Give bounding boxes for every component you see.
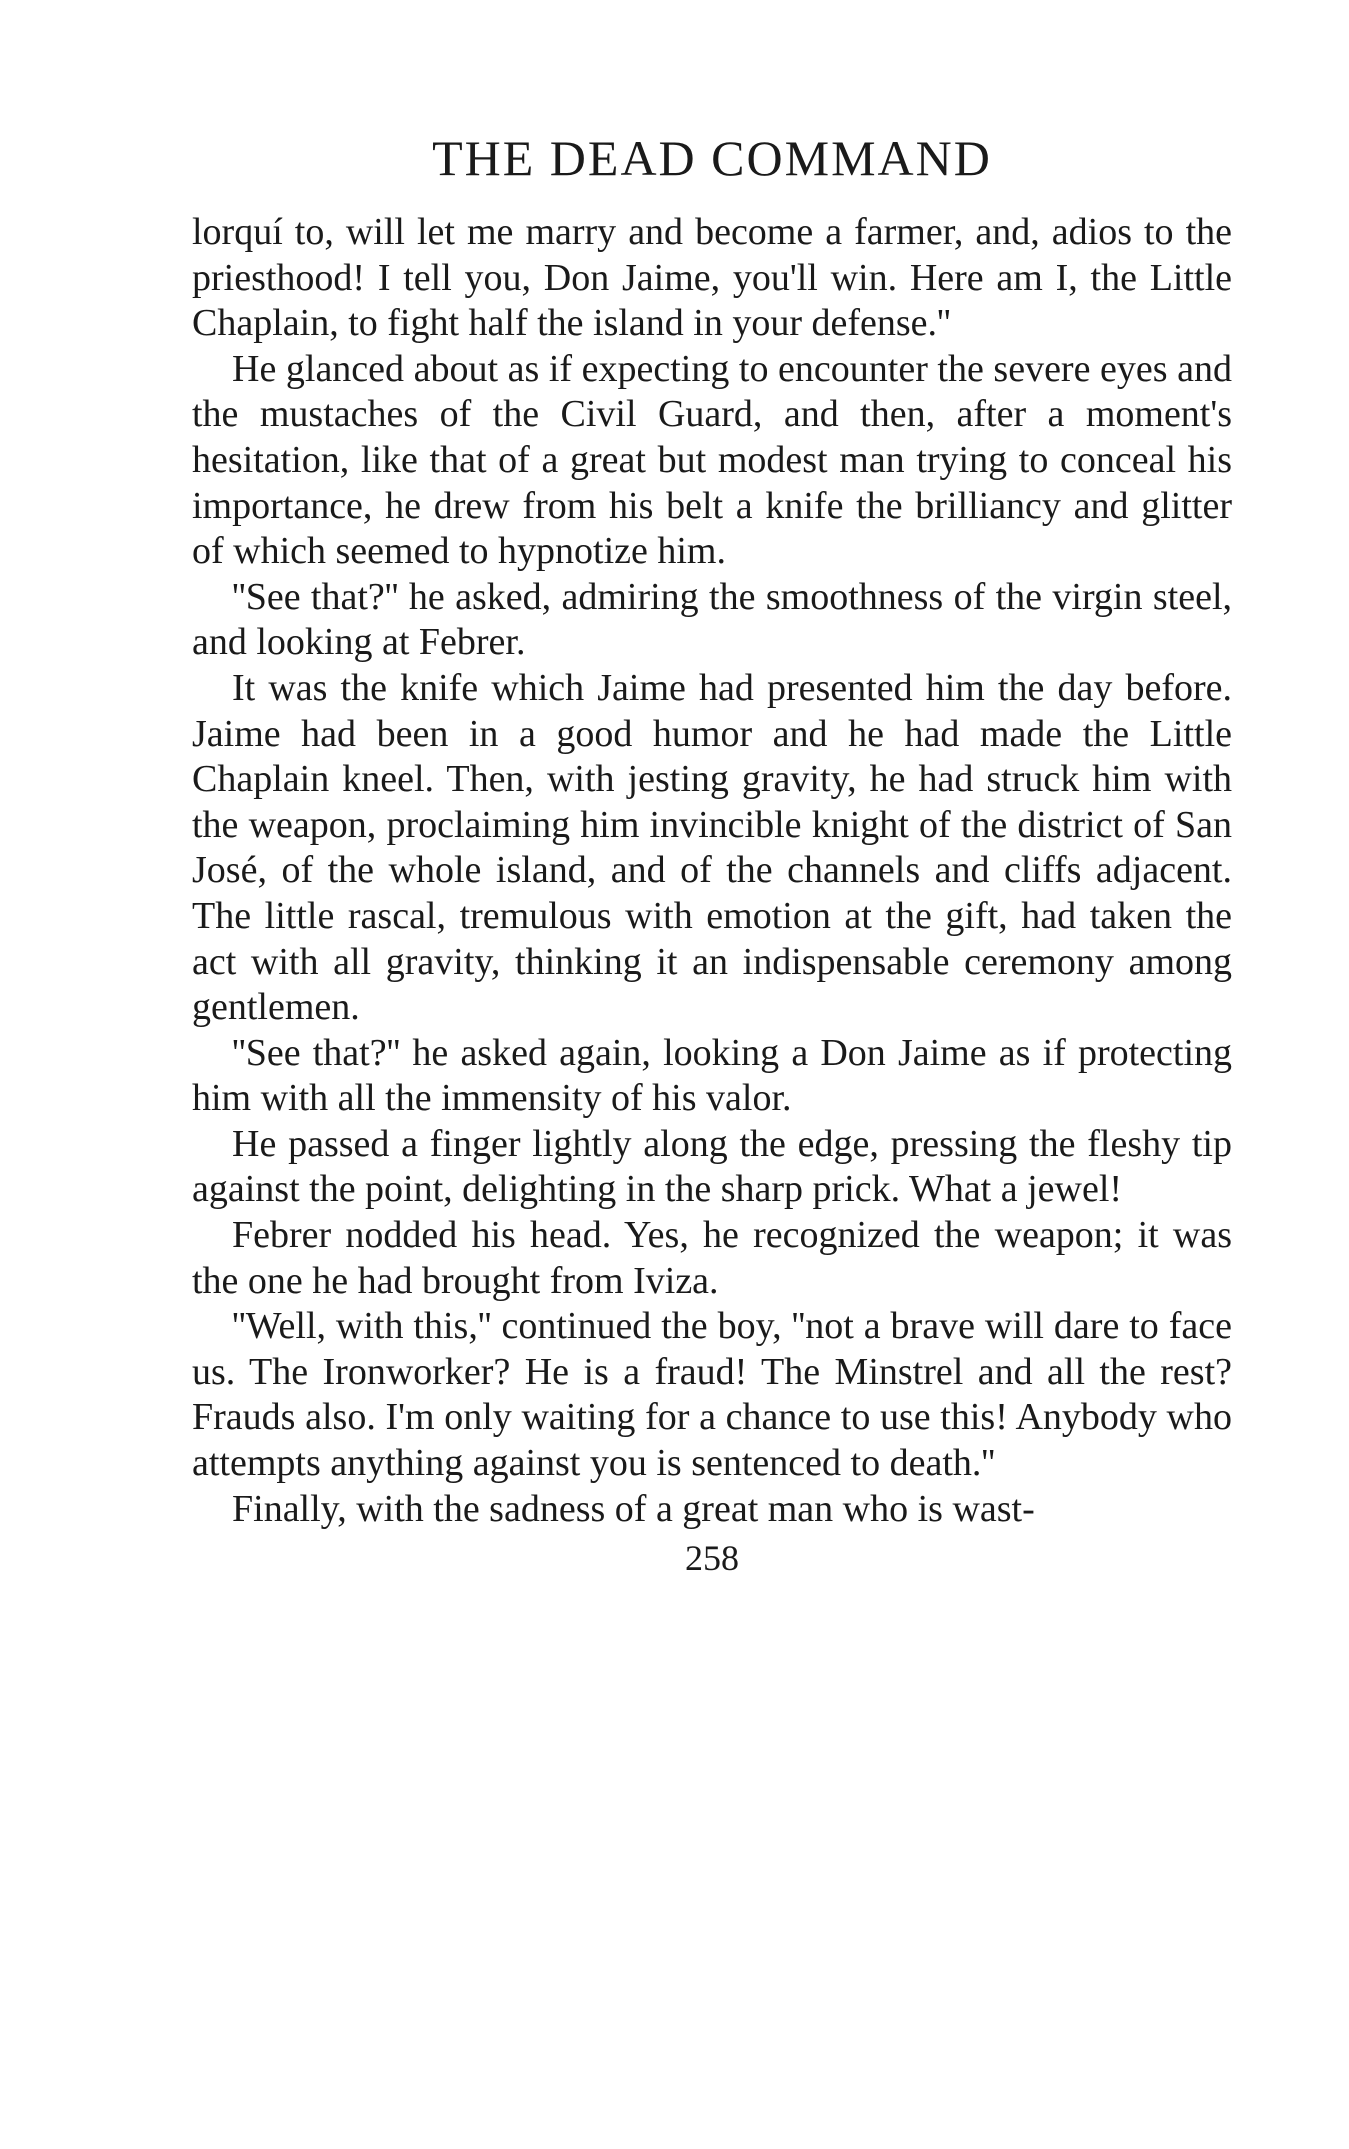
text-body bbox=[192, 210, 1232, 1532]
paragraph: Febrer nodded his head. Yes, he recognized the weapon; it was the one he had brought from Iviza. bbox=[192, 1214, 1232, 1302]
paragraph: ''See that?'' he asked again, looking a Don Jaime as if protecting him with all the immensity of his valor. bbox=[192, 1031, 1232, 1120]
paragraph: He passed a finger lightly along the edge, pressing the fleshy tip against the point, delighting in the sharp prick. What a jewel! bbox=[192, 1122, 1232, 1211]
paragraph: ''See that?'' he asked, admiring the smoothness of the virgin steel, and looking at Febrer. bbox=[192, 575, 1232, 664]
paragraph: He glanced about as if expecting to encounter the severe eyes and the mustaches of the Civil Guard, and then, after a moment's hesitation, like that of a great but modest man trying to conceal his importance, he drew from his belt a knife the brilliancy and glitter of which seemed to hypnotize him. bbox=[192, 347, 1232, 573]
paragraph: ''Well, with this,'' continued the boy, ''not a brave will dare to face us. The Ironworker? He is a fraud! The Minstrel and all the rest? Frauds also. I'm only waiting for a chance to use this! Anybody who attempts anything against you is sentenced to death.'' bbox=[192, 1305, 1232, 1485]
page-number: 258 bbox=[685, 1538, 739, 1579]
running-head: THE DEAD COMMAND bbox=[432, 130, 992, 186]
paragraph: It was the knife which Jaime had presented him the day before. Jaime had been in a good humor and he had made the Little Chaplain kneel. Then, with jesting gravity, he had struck him with the weapon, proclaiming him invincible knight of the district of San José, of the whole island, and of the channels and cliffs adjacent. The little rascal, tremulous with emotion at the gift, had taken the act with all gravity, thinking it an indispensable ceremony among gentlemen. bbox=[192, 666, 1232, 1029]
paragraph: lorquí to, will let me marry and become a farmer, and, adios to the priesthood! I tell you, Don Jaime, you'll win. Here am I, the Little Chaplain, to fight half the island in your defense.'' bbox=[192, 211, 1232, 345]
book-page bbox=[192, 130, 1232, 1580]
paragraph: Finally, with the sadness of a great man who is wast- bbox=[232, 1487, 1035, 1530]
